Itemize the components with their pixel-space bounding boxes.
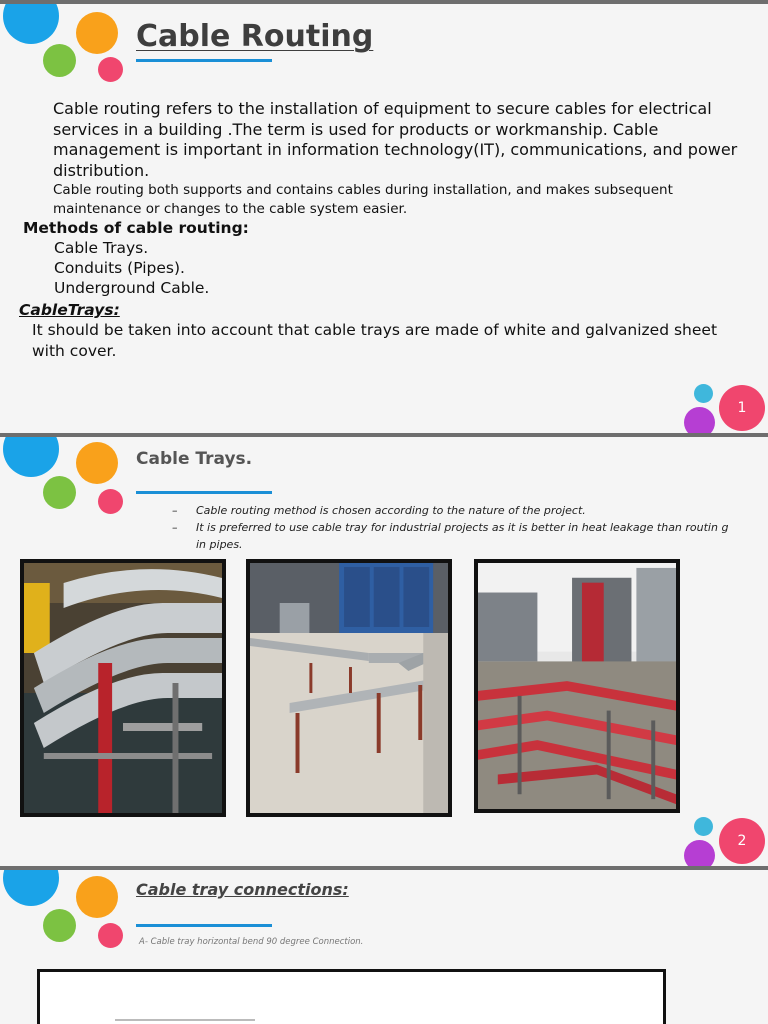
slide-title: Cable Trays. [136, 449, 253, 469]
decor-cyan-dot [694, 817, 713, 836]
bullet-text: It is preferred to use cable tray for industrial projects as it is better in heat leakage than routin g in pipes. [196, 521, 729, 551]
support-paragraph: Cable routing both supports and contains cables during installation, and makes subsequent maintenance or changes to the cable system easier. [53, 182, 673, 217]
cable-tray-photo-stacked [20, 559, 226, 817]
bullet-marker: – [172, 504, 178, 517]
figure-line [115, 1019, 255, 1021]
list-item: Underground Cable. [54, 279, 210, 297]
decor-blue-dot [3, 870, 59, 906]
decor-orange-dot [76, 876, 118, 918]
methods-heading: Methods of cable routing: [23, 219, 249, 237]
list-item: Cable Trays. [54, 239, 149, 257]
decor-orange-dot [76, 12, 118, 54]
cable-tray-photo-rooftop [246, 559, 452, 817]
decor-purple-dot [684, 407, 715, 433]
decor-green-dot [43, 44, 76, 77]
list-item [172, 519, 732, 553]
bullet-text: Cable routing method is chosen according to the nature of the project. [196, 504, 586, 517]
page-number-badge: 1 [719, 385, 765, 431]
decor-pink-dot [98, 57, 123, 82]
decor-green-dot [43, 909, 76, 942]
decor-orange-dot [76, 442, 118, 484]
figure-caption: A- Cable tray horizontal bend 90 degree Connection. [139, 937, 364, 947]
slide-title: Cable Routing [136, 19, 374, 54]
decor-purple-dot [684, 840, 715, 866]
cable-tray-photo-industrial [474, 559, 680, 813]
decor-pink-dot [98, 489, 123, 514]
bullet-list [172, 502, 732, 553]
slide-title: Cable tray connections: [136, 880, 349, 899]
intro-paragraph: Cable routing refers to the installation of equipment to secure cables for electrical services in a building .The term is used for products or workmanship. Cable management is important in information technology(IT), communications, and power distribution. [53, 99, 738, 180]
title-underline [136, 59, 272, 62]
title-underline [136, 924, 272, 927]
slide-3 [0, 870, 768, 1024]
decor-green-dot [43, 476, 76, 509]
slide-2 [0, 437, 768, 866]
methods-list [54, 238, 209, 298]
decor-blue-dot [3, 437, 59, 477]
bullet-marker: – [172, 521, 178, 534]
decor-pink-dot [98, 923, 123, 948]
cabletrays-paragraph: It should be taken into account that cable trays are made of white and galvanized sheet with cover. [32, 321, 718, 360]
list-item [172, 502, 732, 519]
page-number-badge: 2 [719, 818, 765, 864]
decor-cyan-dot [694, 384, 713, 403]
list-item: Conduits (Pipes). [54, 259, 185, 277]
slide-1 [0, 4, 768, 433]
connection-figure-frame [37, 969, 666, 1024]
cabletrays-heading: CableTrays: [19, 301, 120, 319]
decor-blue-dot [3, 4, 59, 44]
title-underline [136, 491, 272, 494]
